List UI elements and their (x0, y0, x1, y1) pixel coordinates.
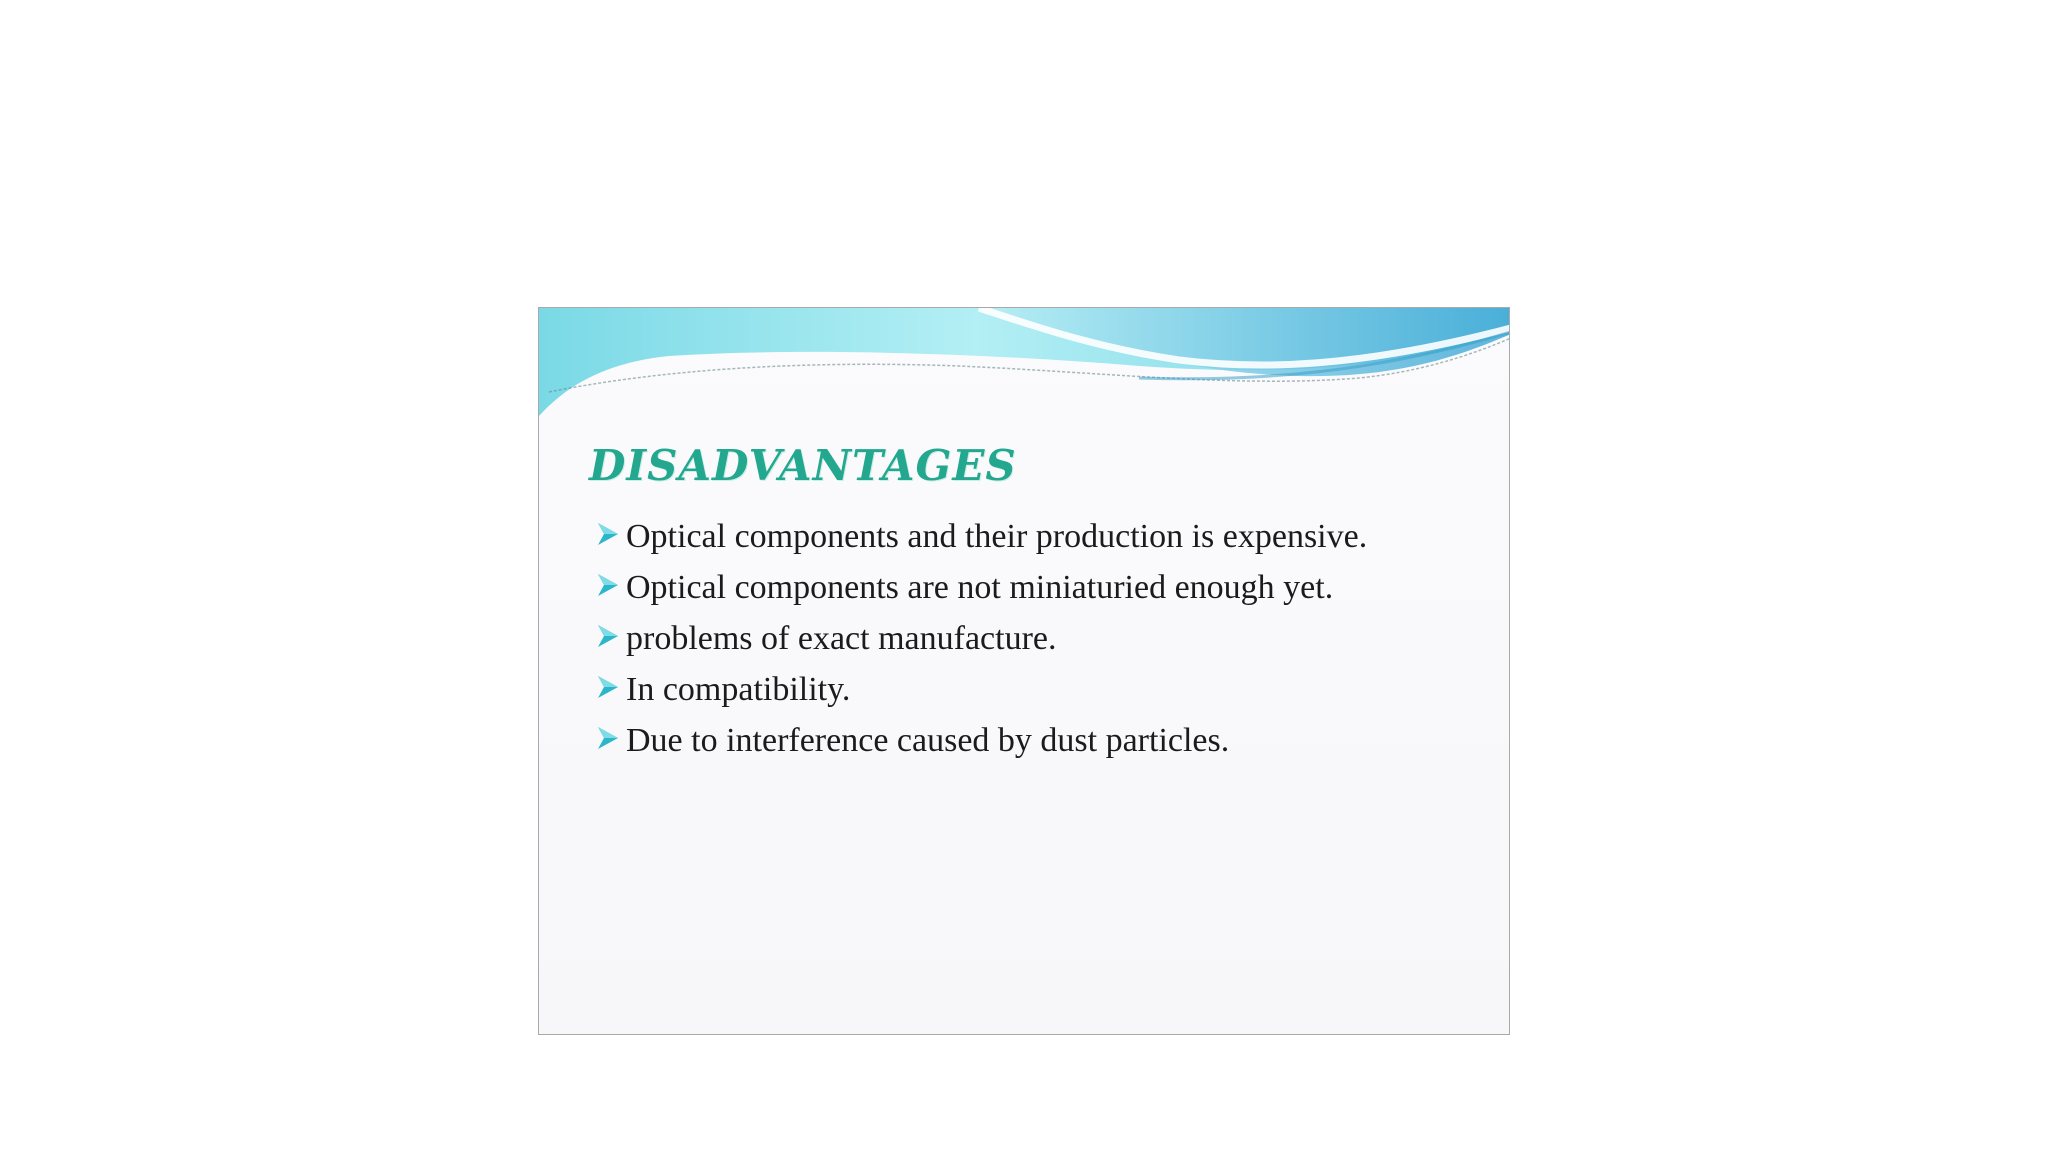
arrowhead-bullet-icon (596, 520, 620, 548)
list-item (596, 719, 1476, 762)
bullet-text: In compatibility. (626, 671, 851, 708)
arrowhead-bullet-icon (596, 571, 620, 599)
arrowhead-bullet-icon (596, 622, 620, 650)
list-item (596, 566, 1476, 609)
bullet-text: Optical components are not miniaturied enough yet. (626, 569, 1334, 606)
arrowhead-bullet-icon (596, 673, 620, 701)
arrowhead-bullet-icon (596, 724, 620, 752)
slide-title: DISADVANTAGES (589, 441, 1017, 490)
bullet-text: Due to interference caused by dust particles. (626, 722, 1230, 759)
list-item (596, 617, 1476, 660)
list-item (596, 515, 1476, 558)
slide (538, 307, 1510, 1035)
bullet-list (596, 515, 1476, 770)
bullet-text: problems of exact manufacture. (626, 620, 1057, 657)
header-wave-decoration (539, 308, 1510, 428)
list-item (596, 668, 1476, 711)
bullet-text: Optical components and their production is expensive. (626, 518, 1368, 555)
